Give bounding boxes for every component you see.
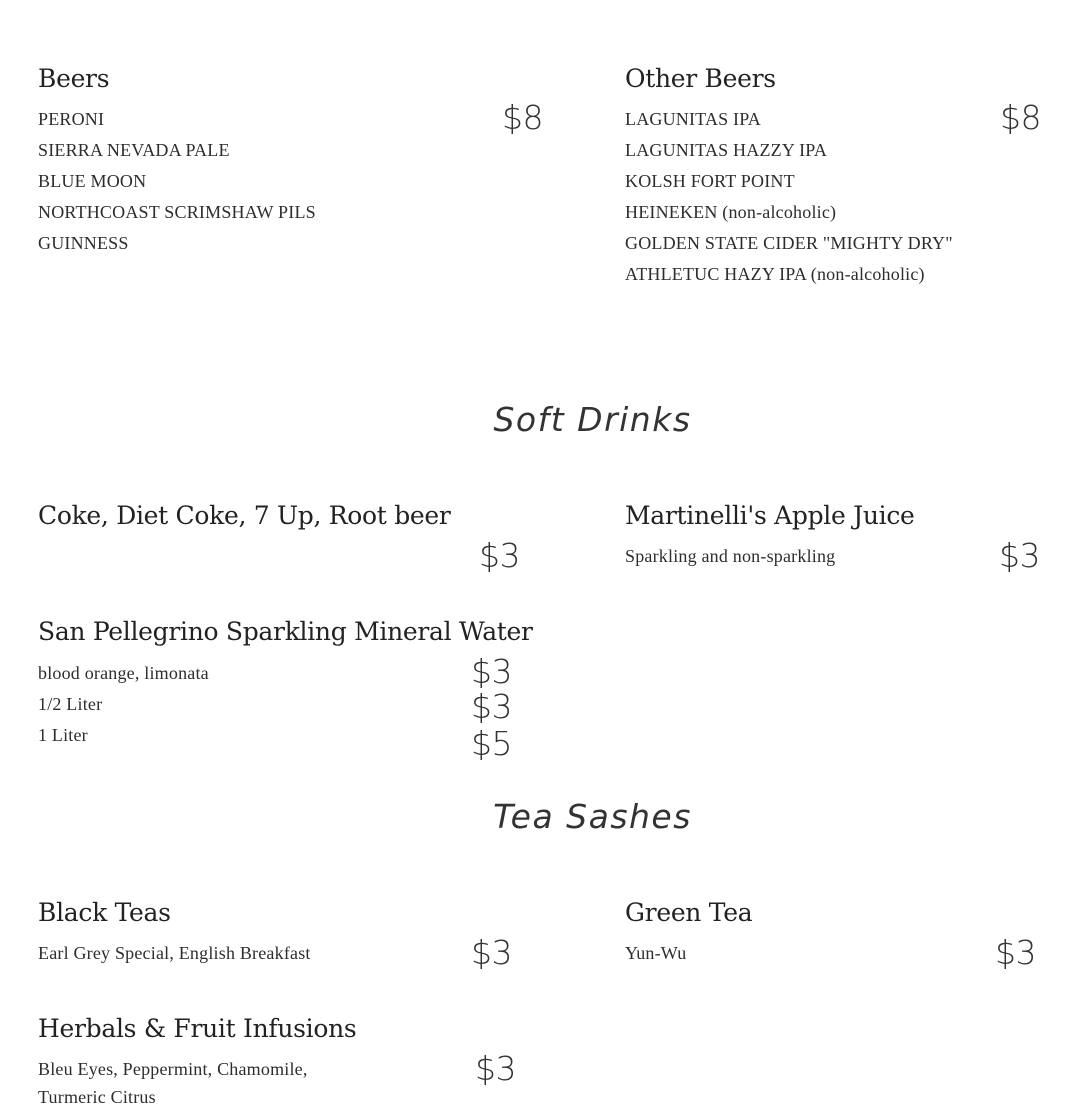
martinelli-description: Sparkling and non-sparkling: [625, 546, 836, 566]
pellegrino-price-half-liter: $3: [471, 687, 512, 726]
pellegrino-list: [38, 658, 209, 751]
beers-list: [38, 104, 316, 259]
pellegrino-price-blood-orange: $3: [471, 652, 512, 691]
list-item: PERONI: [38, 109, 105, 129]
other-beers-heading: Other Beers: [625, 64, 776, 93]
list-item: LAGUNITAS IPA: [625, 109, 762, 129]
list-item: LAGUNITAS HAZZY IPA: [625, 140, 828, 160]
martinelli-price: $3: [999, 536, 1040, 575]
herbals-description-line-2: Turmeric Citrus: [38, 1087, 156, 1107]
other-beers-list: [625, 104, 953, 290]
pellegrino-heading: San Pellegrino Sparkling Mineral Water: [38, 617, 533, 646]
list-item: blood orange, limonata: [38, 663, 209, 683]
list-item: HEINEKEN (non-alcoholic): [625, 202, 837, 222]
other-beers-price: $8: [1000, 98, 1041, 137]
list-item: BLUE MOON: [38, 171, 147, 191]
green-tea-heading: Green Tea: [625, 898, 753, 927]
black-teas-description: Earl Grey Special, English Breakfast: [38, 943, 311, 963]
cut-off-section-title: [555, 0, 568, 11]
green-tea-price: $3: [995, 933, 1036, 972]
coke-heading: Coke, Diet Coke, 7 Up, Root beer: [38, 501, 451, 530]
list-item: 1 Liter: [38, 725, 88, 745]
beers-price: $8: [502, 98, 543, 137]
tea-sashes-title: Tea Sashes: [493, 797, 692, 836]
coke-price: $3: [479, 536, 520, 575]
green-tea-description: Yun-Wu: [625, 943, 687, 963]
herbals-heading: Herbals & Fruit Infusions: [38, 1014, 357, 1043]
beers-heading: Beers: [38, 64, 110, 93]
herbals-price: $3: [475, 1049, 516, 1088]
list-item: GUINNESS: [38, 233, 129, 253]
list-item: GOLDEN STATE CIDER "MIGHTY DRY": [625, 233, 953, 253]
soft-drinks-title: Soft Drinks: [493, 400, 692, 439]
black-teas-heading: Black Teas: [38, 898, 171, 927]
list-item: 1/2 Liter: [38, 694, 103, 714]
list-item: SIERRA NEVADA PALE: [38, 140, 230, 160]
black-teas-price: $3: [471, 933, 512, 972]
list-item: NORTHCOAST SCRIMSHAW PILS: [38, 202, 316, 222]
list-item: KOLSH FORT POINT: [625, 171, 795, 191]
martinelli-heading: Martinelli's Apple Juice: [625, 501, 915, 530]
pellegrino-price-one-liter: $5: [471, 724, 512, 763]
herbals-description-line-1: Bleu Eyes, Peppermint, Chamomile,: [38, 1059, 308, 1079]
list-item: ATHLETUC HAZY IPA (non-alcoholic): [625, 264, 925, 284]
